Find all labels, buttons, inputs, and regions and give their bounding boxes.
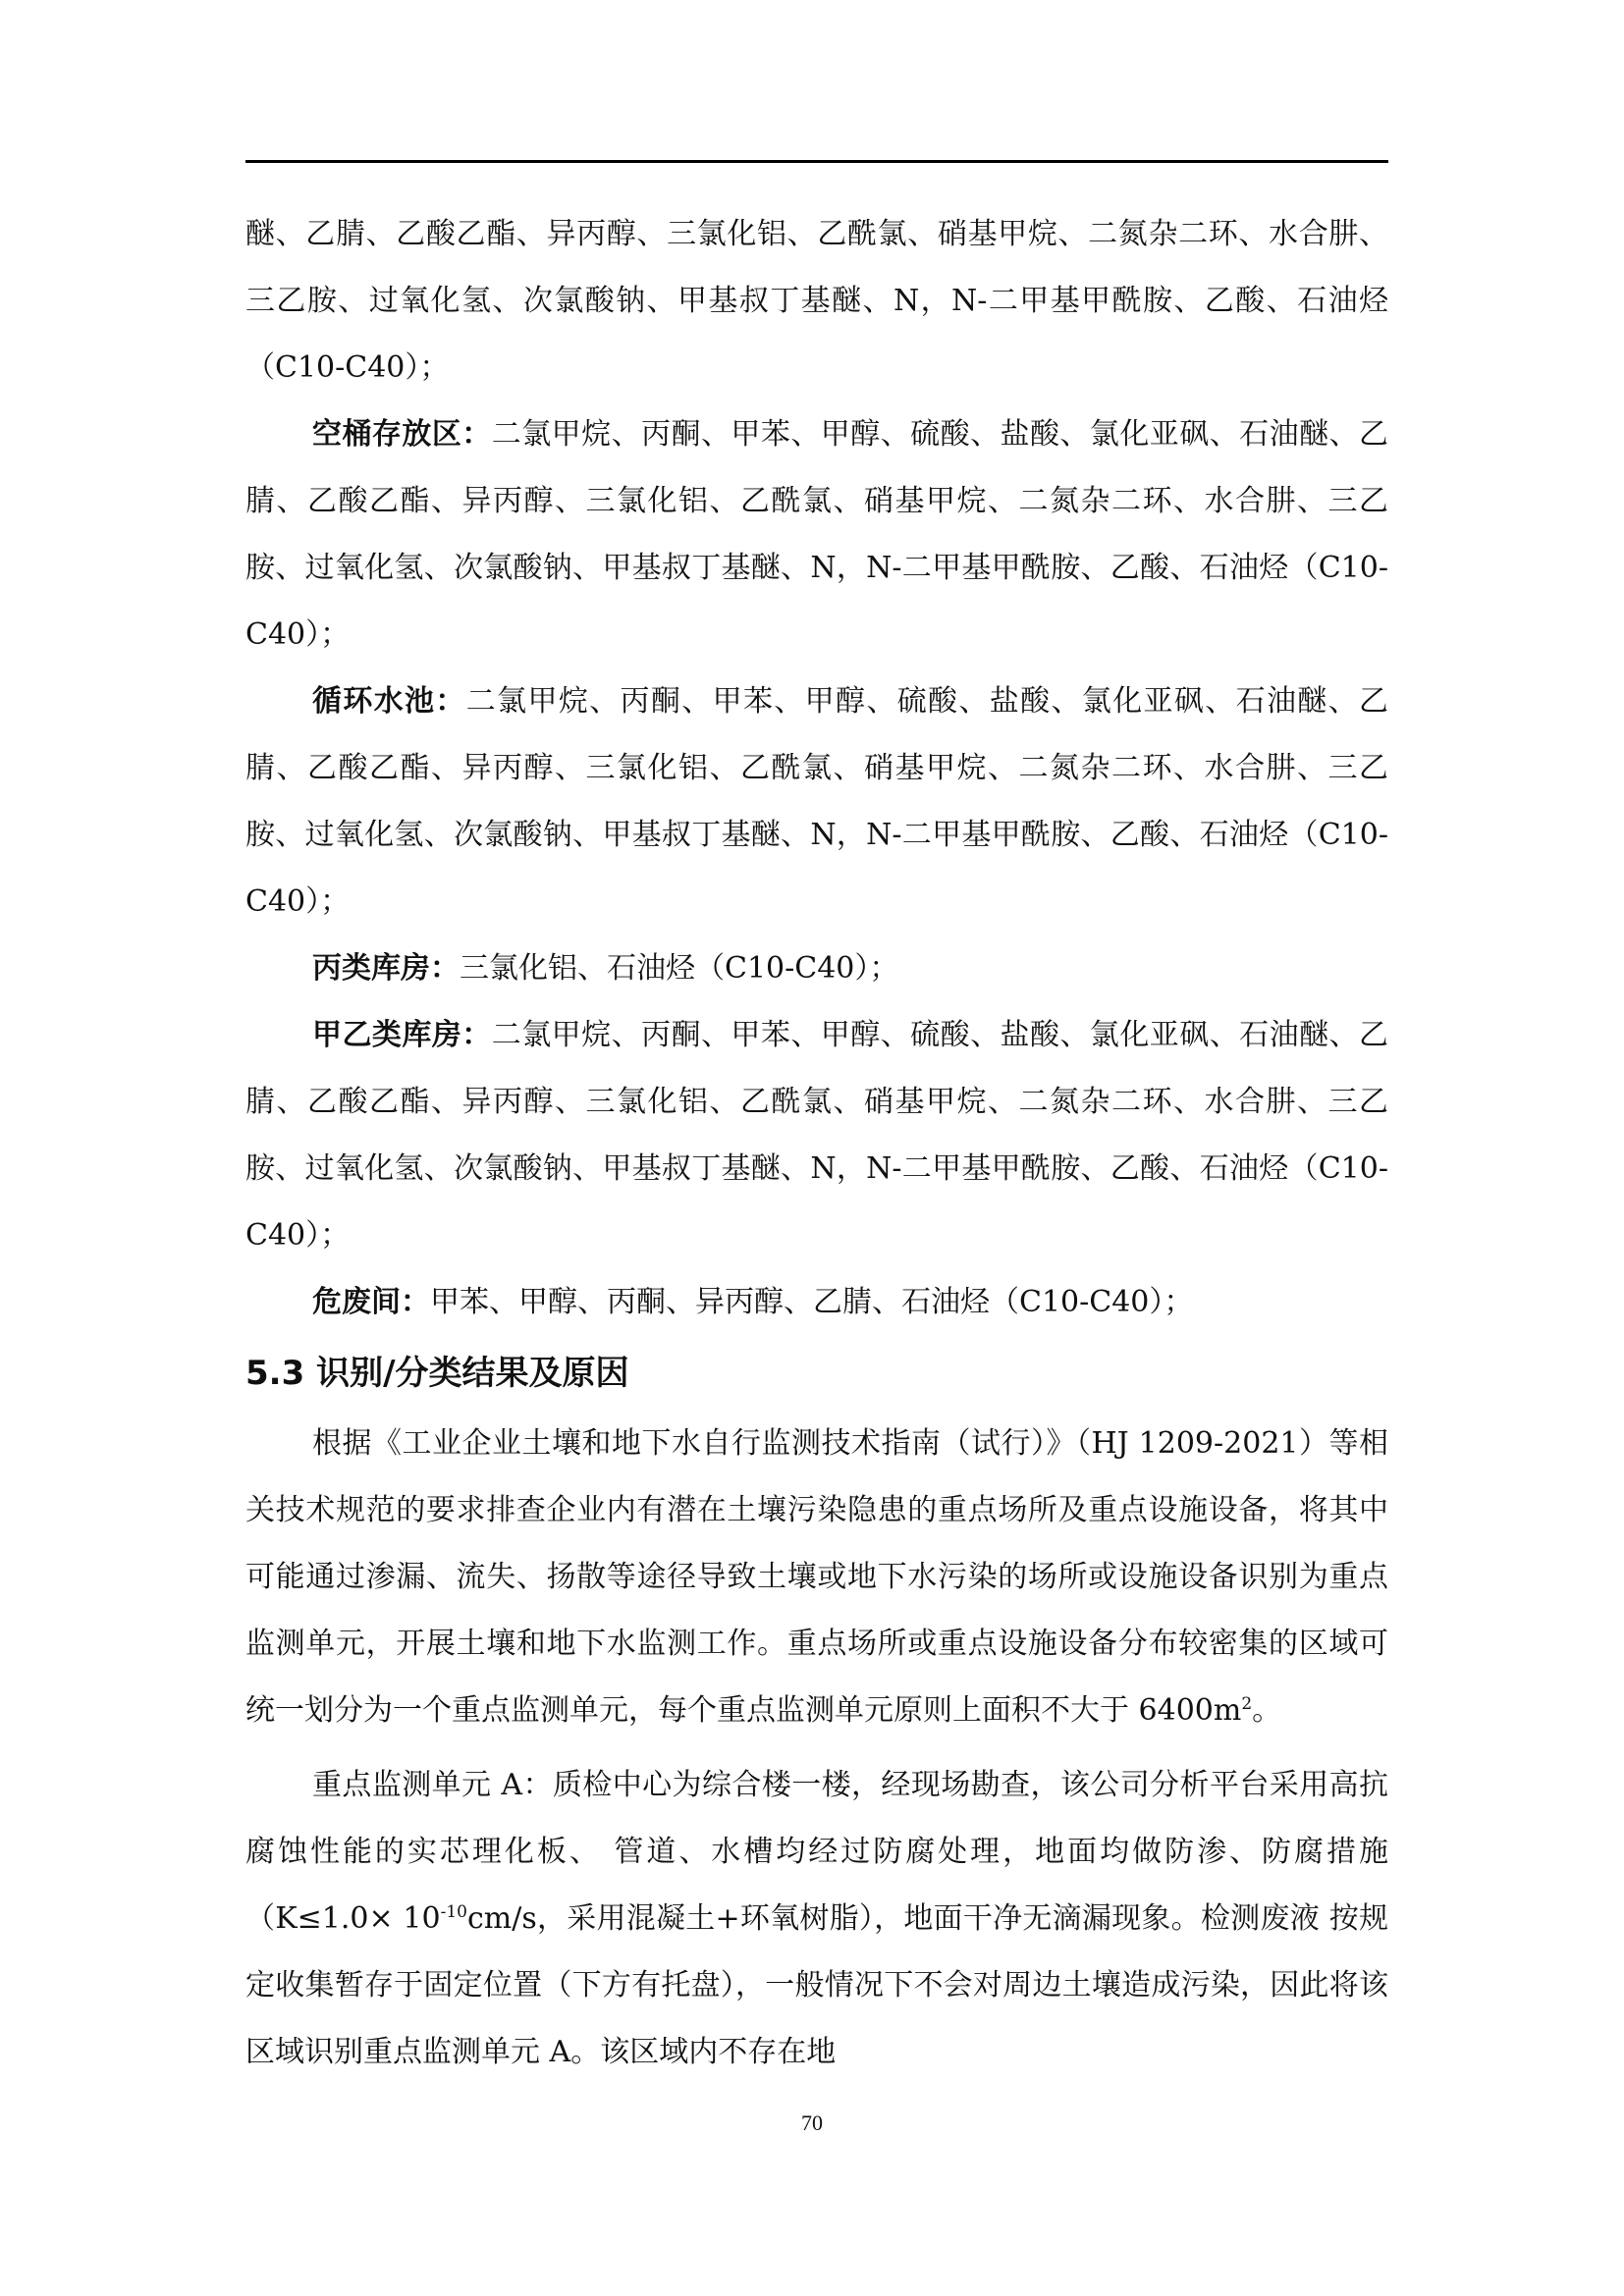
superscript: 2 — [1241, 1694, 1253, 1714]
superscript: -10 — [440, 1902, 467, 1922]
paragraph-text: 根据《工业企业土壤和地下水自行监测技术指南（试行）》（HJ 1209-2021）等相关技术规范的要求排查企业内有潜在土壤污染隐患的重点场所及重点设施设备，将其中可能通过渗漏、流失、扬散等途径导致土壤或地下水污染的场所或设施设备识别为重点监测单元，开展土壤和地下水监测工作。重点场所或重点设施设备分布较密集的区域可统一划分为一个重点监测单元，每个重点监测单元原则上面积不大于 6400m — [245, 1426, 1388, 1728]
paragraph-hazardous-waste-room — [245, 1269, 1388, 1336]
page-number: 70 — [801, 2110, 823, 2135]
paragraph-class-c-warehouse — [245, 935, 1388, 1002]
area-label: 甲乙类库房： — [312, 1018, 492, 1052]
section-heading: 5.3 识别/分类结果及原因 — [245, 1354, 629, 1393]
paragraph-text: 甲苯、甲醇、丙酮、异丙醇、乙腈、石油烃（C10-C40）； — [430, 1285, 1194, 1319]
paragraph-cooling-pool — [245, 668, 1388, 935]
paragraph-empty-barrel-area — [245, 401, 1388, 668]
paragraph-class-ab-warehouse — [245, 1002, 1388, 1269]
area-label: 空桶存放区： — [312, 417, 492, 452]
paragraph-continued-list — [245, 201, 1388, 401]
paragraph-text: 醚、乙腈、乙酸乙酯、异丙醇、三氯化铝、乙酰氯、硝基甲烷、二氮杂二环、水合肼、三乙胺、过氧化氢、次氯酸钠、甲基叔丁基醚、N，N-二甲基甲酰胺、乙酸、石油烃（C10-C40）； — [245, 217, 1388, 385]
paragraph-text: 二氯甲烷、丙酮、甲苯、甲醇、硫酸、盐酸、氯化亚砜、石油醚、乙腈、乙酸乙酯、异丙醇、三氯化铝、乙酰氯、硝基甲烷、二氮杂二环、水合肼、三乙胺、过氧化氢、次氯酸钠、甲基叔丁基醚、N，N-二甲基甲酰胺、乙酸、石油烃（C10-C40）； — [245, 684, 1388, 919]
paragraph-text: 二氯甲烷、丙酮、甲苯、甲醇、硫酸、盐酸、氯化亚砜、石油醚、乙腈、乙酸乙酯、异丙醇、三氯化铝、乙酰氯、硝基甲烷、二氮杂二环、水合肼、三乙胺、过氧化氢、次氯酸钠、甲基叔丁基醚、N，N-二甲基甲酰胺、乙酸、石油烃（C10-C40）； — [245, 417, 1389, 652]
paragraph-text-tail: 。 — [1252, 1693, 1282, 1728]
area-label: 丙类库房： — [312, 951, 460, 986]
page-body — [245, 201, 1388, 2086]
paragraph-text-tail: cm/s，采用混凝土+环氧树脂），地面干净无滴漏现象。检测废液 按规定收集暂存于固定位置（下方有托盘），一般情况下不会对周边土壤造成污染，因此将该区域识别重点监测单元 A。该区域内不存在地 — [245, 1901, 1388, 2069]
paragraph-monitoring-unit-a — [245, 1752, 1388, 2086]
area-label: 危废间： — [312, 1285, 430, 1319]
header-rule — [245, 160, 1388, 163]
paragraph-text: 三氯化铝、石油烃（C10-C40）； — [460, 951, 899, 986]
paragraph-text: 二氯甲烷、丙酮、甲苯、甲醇、硫酸、盐酸、氯化亚砜、石油醚、乙腈、乙酸乙酯、异丙醇、三氯化铝、乙酰氯、硝基甲烷、二氮杂二环、水合肼、三乙胺、过氧化氢、次氯酸钠、甲基叔丁基醚、N，N-二甲基甲酰胺、乙酸、石油烃（C10-C40）； — [245, 1018, 1389, 1253]
paragraph-identification-basis — [245, 1411, 1388, 1744]
paragraph-text: 重点监测单元 A：质检中心为综合楼一楼，经现场勘查，该公司分析平台采用高抗腐蚀性能的实芯理化板、 管道、水槽均经过防腐处理，地面均做防渗、防腐措施（K≤1.0× 10 — [245, 1768, 1388, 1936]
area-label: 循环水池： — [312, 684, 466, 719]
